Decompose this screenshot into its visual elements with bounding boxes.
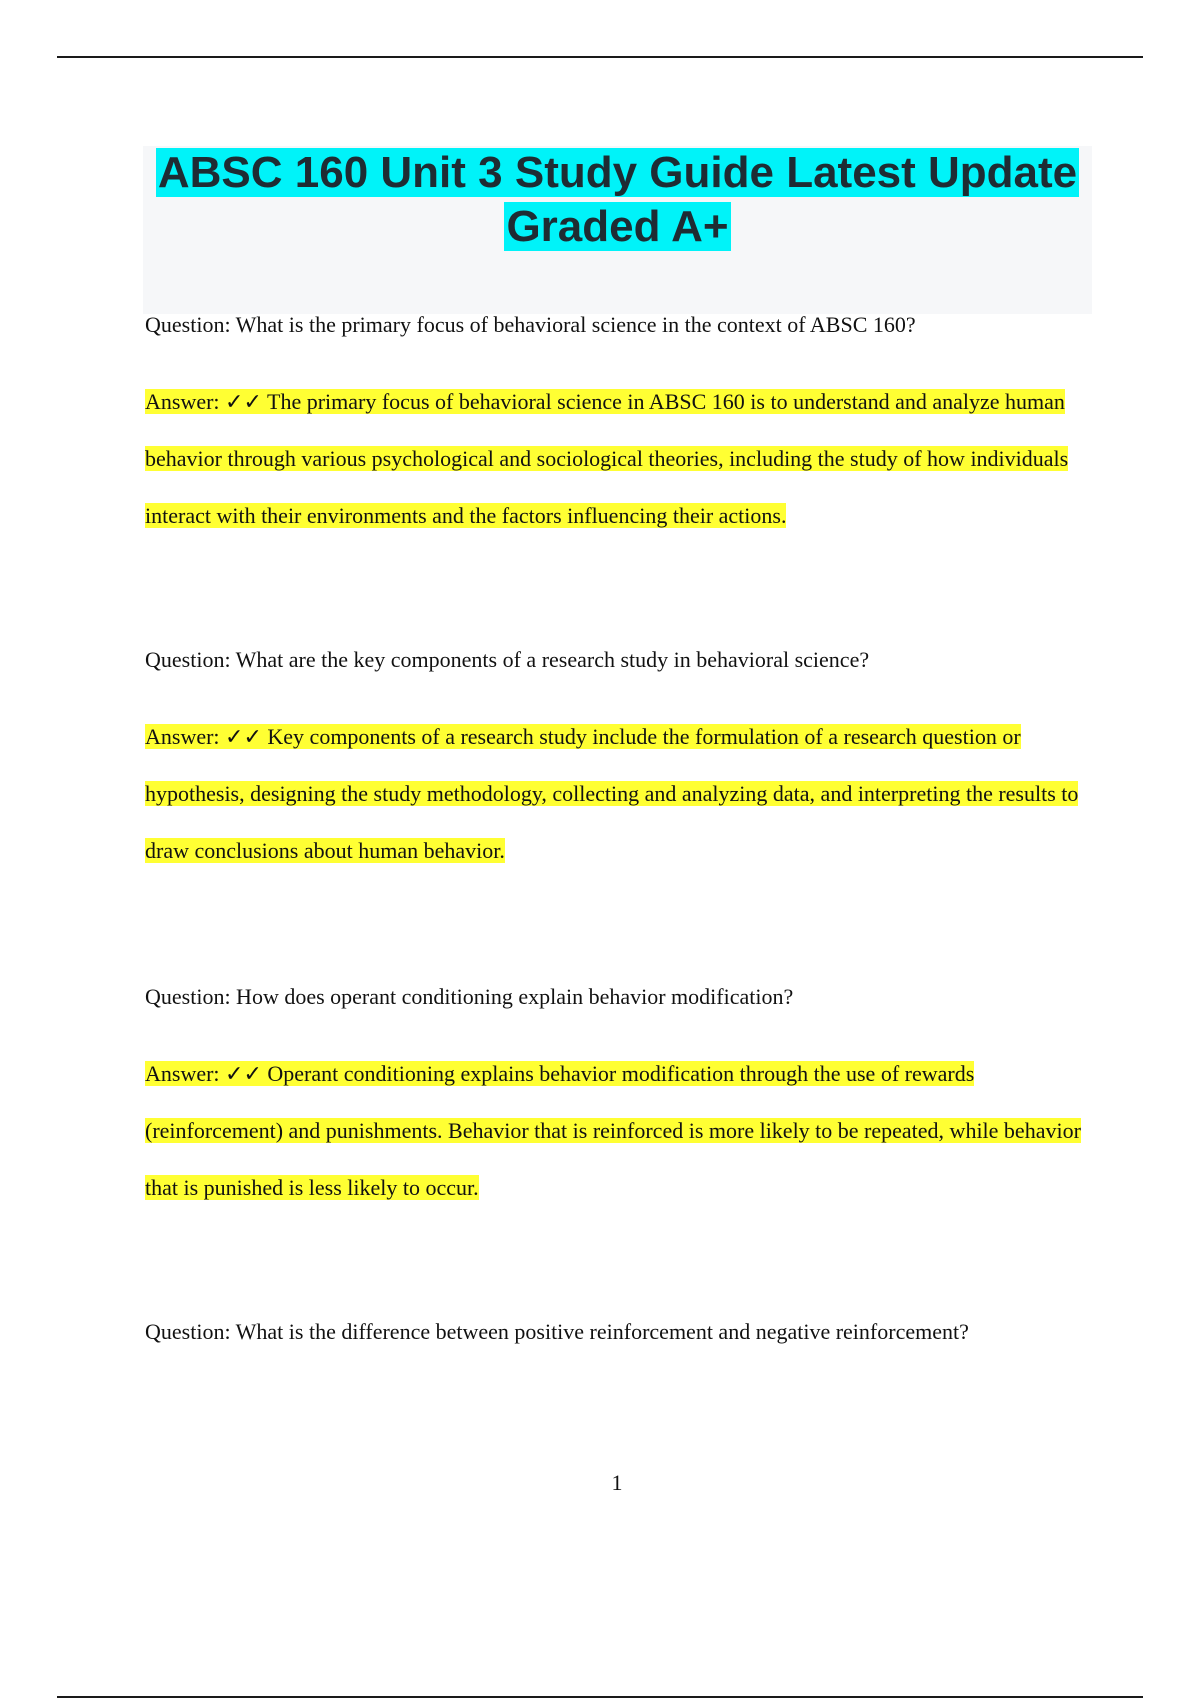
document-title: ABSC 160 Unit 3 Study Guide Latest Update Graded A+	[157, 148, 1078, 251]
question-text: Question: What are the key components of a research study in behavioral science?	[145, 647, 870, 672]
bottom-rule	[57, 1696, 1143, 1698]
question-text: Question: What is the difference between positive reinforcement and negative reinforcement?	[145, 1319, 969, 1344]
question-text: Question: What is the primary focus of behavioral science in the context of ABSC 160?	[145, 312, 916, 337]
qa-item-4	[145, 1317, 1090, 1347]
qa-item-1	[145, 310, 1090, 544]
answer-text: Answer: ✓✓ Operant conditioning explains behavior modification through the use of rewards (reinforcement) and punishments. Behavior that is reinforced is more likely to be repeated, while behavior that is punished is less likely to occur.	[145, 1061, 1081, 1200]
title-block	[143, 146, 1092, 314]
answer-text: Answer: ✓✓ Key components of a research study include the formulation of a research question or hypothesis, designing the study methodology, collecting and analyzing data, and interpreting the results to draw conclusions about human behavior.	[145, 724, 1079, 863]
qa-item-3	[145, 982, 1090, 1216]
answer-text: Answer: ✓✓ The primary focus of behavioral science in ABSC 160 is to understand and analyze human behavior through various psychological and sociological theories, including the study of how individuals interact with their environments and the factors influencing their actions.	[145, 389, 1069, 528]
question-text: Question: How does operant conditioning explain behavior modification?	[145, 984, 794, 1009]
page-number: 1	[611, 1470, 623, 1495]
qa-item-2	[145, 645, 1090, 879]
top-rule	[57, 56, 1143, 58]
